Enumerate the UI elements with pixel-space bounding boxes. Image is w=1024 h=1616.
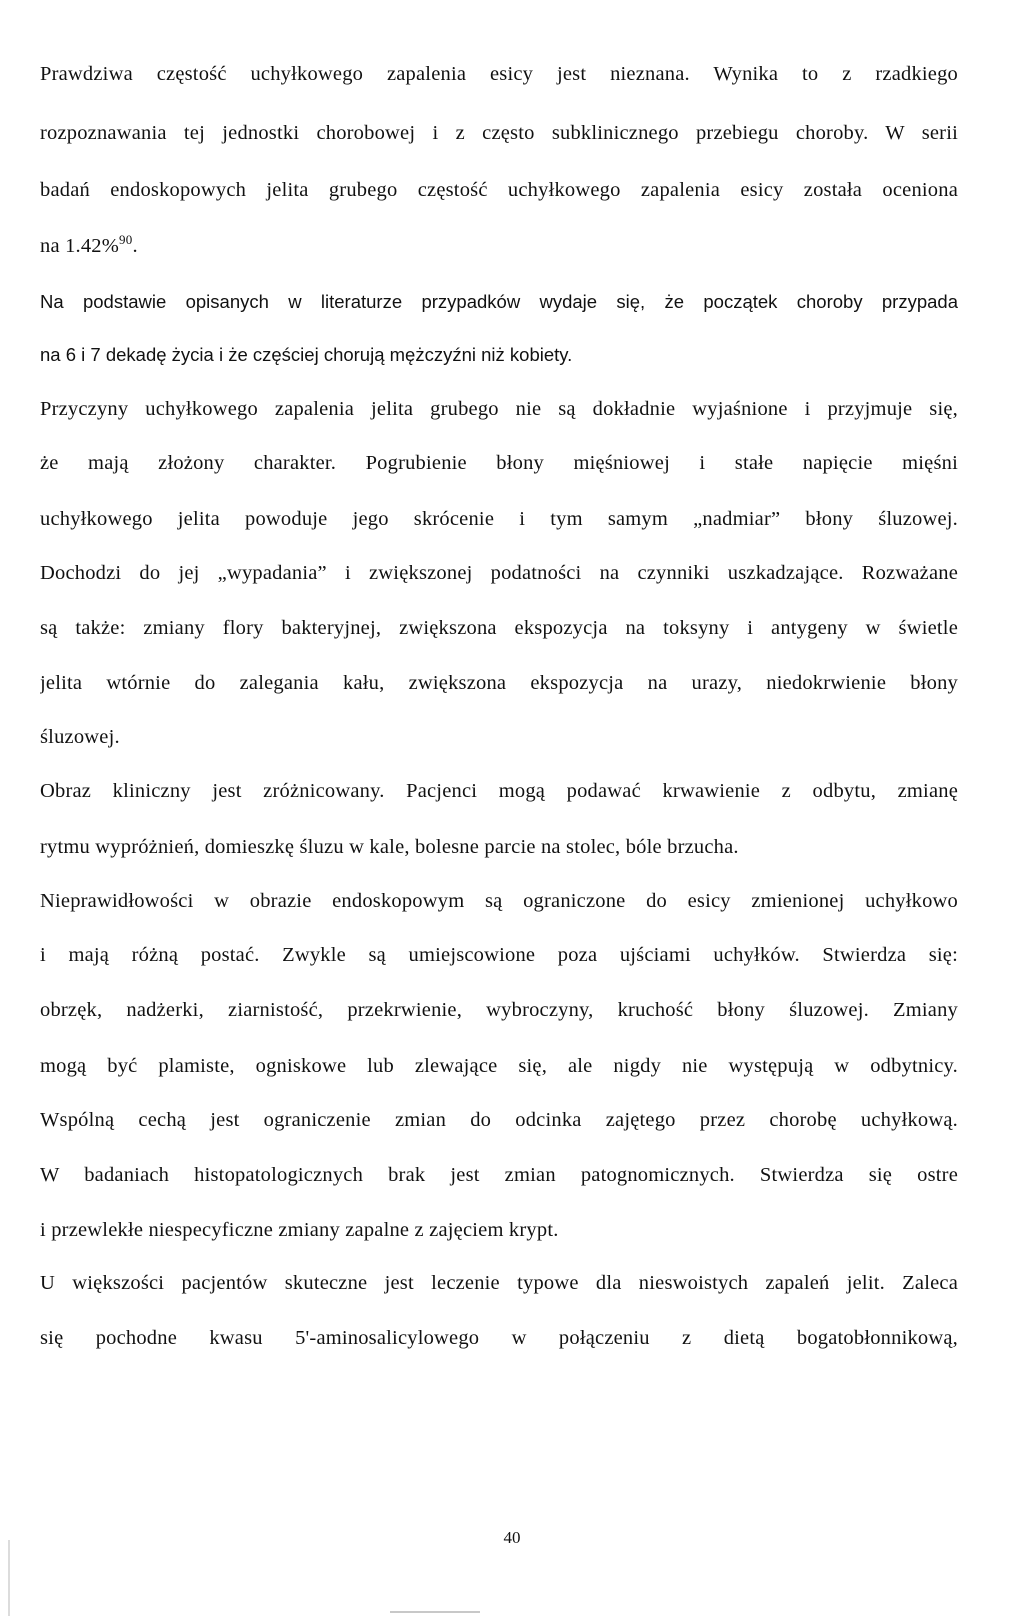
text-line: śluzowej. (40, 726, 120, 748)
text-line: i mają różną postać. Zwykle są umiejscowione poza ujściami uchyłków. Stwierdza się: (40, 944, 958, 966)
page-number: 40 (503, 1528, 521, 1547)
text-line: U większości pacjentów skuteczne jest leczenie typowe dla nieswoistych zapaleń jelit. Zaleca (40, 1272, 958, 1294)
text-line: badań endoskopowych jelita grubego częstość uchyłkowego zapalenia esicy została oceniona (40, 179, 958, 201)
text-line: się pochodne kwasu 5'-aminosalicylowego w połączeniu z dietą bogatobłonnikową, (40, 1327, 958, 1349)
reference-superscript: 90 (119, 232, 133, 248)
text-line: na 6 i 7 dekadę życia i że częściej chorują mężczyźni niż kobiety. (40, 344, 573, 365)
text-line: mogą być plamiste, ogniskowe lub zlewające się, ale nigdy nie występują w odbytnicy. (40, 1055, 958, 1077)
text-line: Dochodzi do jej „wypadania” i zwiększonej podatności na czynniki uszkadzające. Rozważane (40, 562, 958, 584)
text-line: Prawdziwa częstość uchyłkowego zapalenia esicy jest nieznana. Wynika to z rzadkiego (40, 63, 958, 85)
text-line: i przewlekłe niespecyficzne zmiany zapalne z zajęciem krypt. (40, 1219, 559, 1241)
text-line: rytmu wypróżnień, domieszkę śluzu w kale, bolesne parcie na stolec, bóle brzucha. (40, 836, 739, 858)
text-line: uchyłkowego jelita powoduje jego skrócenie i tym samym „nadmiar” błony śluzowej. (40, 508, 958, 530)
text-fragment: na 1.42% (40, 235, 120, 257)
text-line: są także: zmiany flory bakteryjnej, zwiększona ekspozycja na toksyny i antygeny w świetle (40, 617, 958, 639)
scan-bottom-mark (390, 1611, 480, 1613)
scan-edge-mark (8, 1540, 10, 1616)
text-line: że mają złożony charakter. Pogrubienie błony mięśniowej i stałe napięcie mięśni (40, 452, 958, 474)
text-line: Na podstawie opisanych w literaturze przypadków wydaje się, że początek choroby przypada (40, 291, 958, 312)
text-line: rozpoznawania tej jednostki chorobowej i z często subklinicznego przebiegu choroby. W serii (40, 122, 958, 144)
text-line: Wspólną cechą jest ograniczenie zmian do odcinka zajętego przez chorobę uchyłkową. (40, 1109, 958, 1131)
text-line: Nieprawidłowości w obrazie endoskopowym są ograniczone do esicy zmienionej uchyłkowo (40, 890, 958, 912)
text-line: Obraz kliniczny jest zróżnicowany. Pacjenci mogą podawać krwawienie z odbytu, zmianę (40, 780, 958, 802)
text-line: obrzęk, nadżerki, ziarnistość, przekrwienie, wybroczyny, kruchość błony śluzowej. Zmiany (40, 999, 958, 1021)
text-line: Przyczyny uchyłkowego zapalenia jelita grubego nie są dokładnie wyjaśnione i przyjmuje się, (40, 398, 958, 420)
text-line: W badaniach histopatologicznych brak jest zmian patognomicznych. Stwierdza się ostre (40, 1164, 958, 1186)
text-line: jelita wtórnie do zalegania kału, zwiększona ekspozycja na urazy, niedokrwienie błony (40, 672, 958, 694)
text-fragment: . (132, 235, 138, 257)
text-line-with-reference (40, 234, 138, 258)
